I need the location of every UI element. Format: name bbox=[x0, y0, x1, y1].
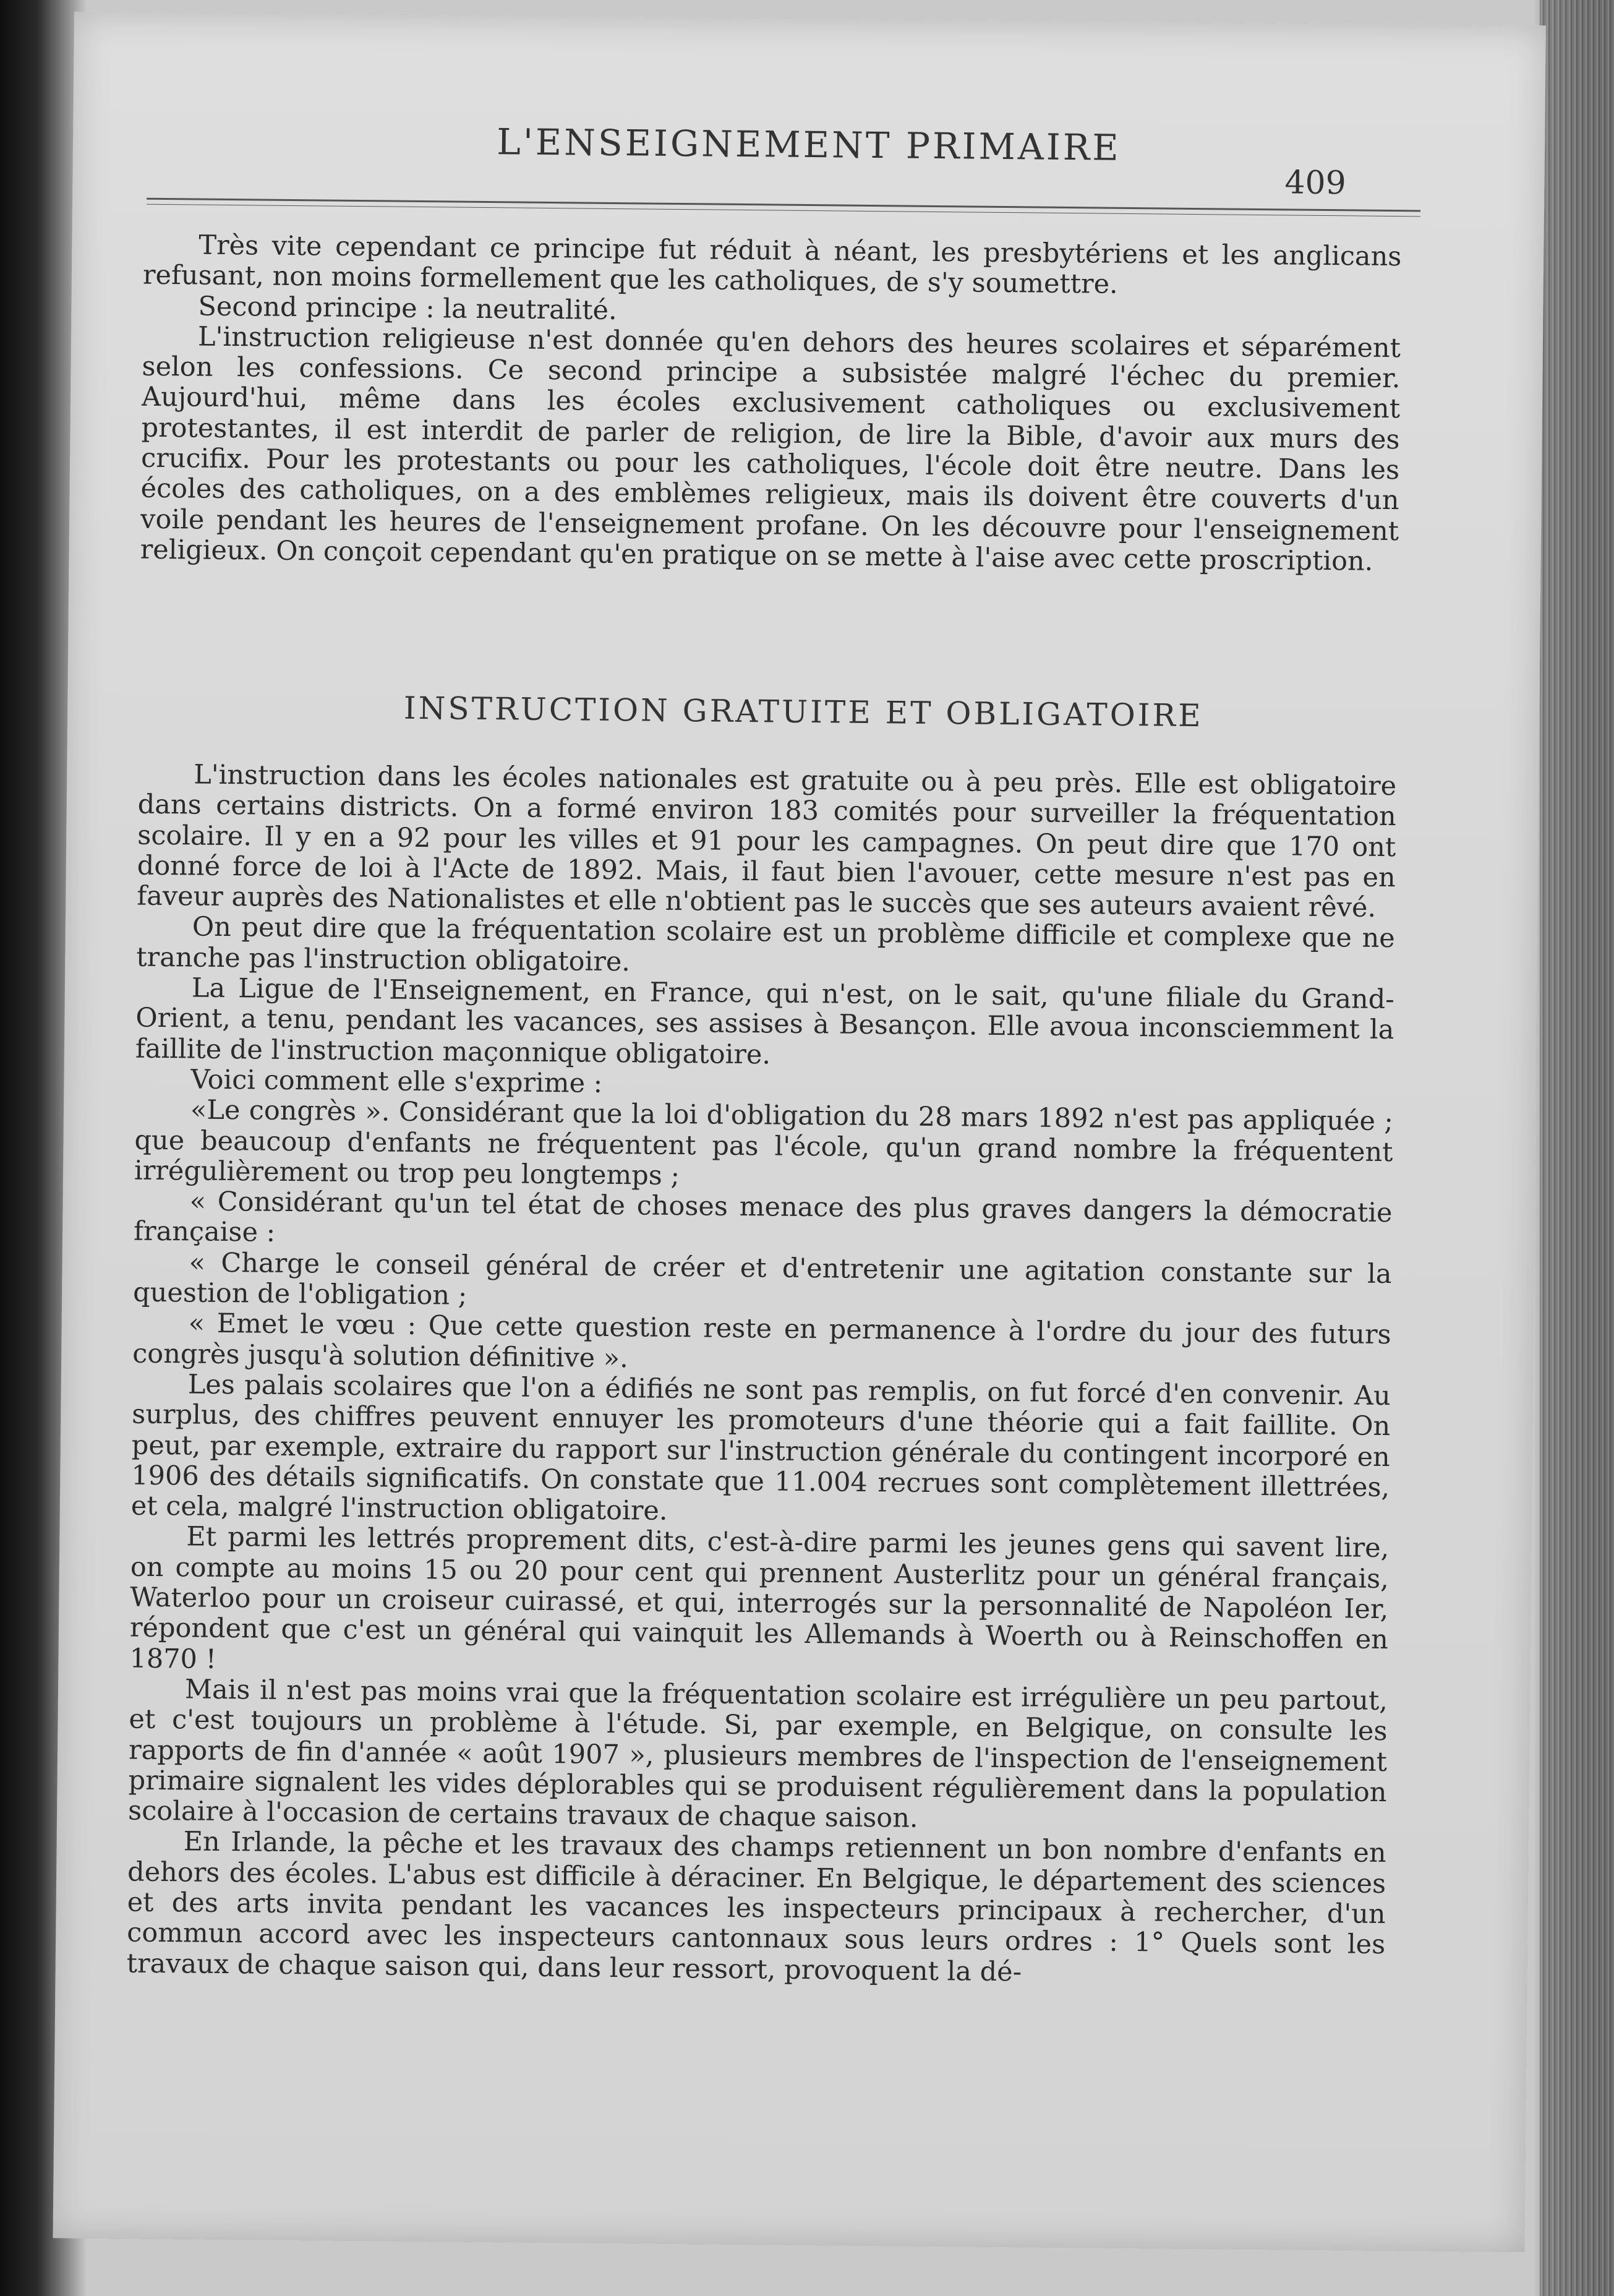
paragraph: L'instruction dans les écoles nationales est gratuite ou à peu près. Elle est obligatoire dans certains districts. On a formé environ 183 comités pour surveiller la fréquentation scolaire. Il y en a 92 pour les villes et 91 pour les campagnes. On peut dire que 170 ont donné force de loi à l'Acte de 1892. Mais, il faut bien l'avouer, cette mesure n'est pas en faveur auprès des Nationalistes et elle n'obtient pas le succès que ses auteurs avaient rêvé. bbox=[137, 759, 1397, 924]
paragraph: « Emet le vœu : Que cette question reste en permanence à l'ordre du jour des futurs congrès jusqu'à solution définitive ». bbox=[132, 1308, 1391, 1374]
paragraph: En Irlande, la pêche et les travaux des champs retiennent un bon nombre d'enfants en dehors des écoles. L'abus est difficile à déraciner. En Belgique, le département des sciences et des arts invita pendant les vacances les inspecteurs principaux à rechercher, d'un commun accord avec les inspecteurs cantonnaux sous leurs ordres : 1° Quels sont les travaux de chaque saison qui, dans leur ressort, provoquent la dé- bbox=[126, 1826, 1386, 1988]
paragraph: La Ligue de l'Enseignement, en France, qui n'est, on le sait, qu'une filiale du Grand-Orient, a tenu, pendant les vacances, ses assises à Besançon. Elle avoua inconsciemment la faillite de l'instruction maçonnique obligatoire. bbox=[135, 972, 1395, 1071]
page-number: 409 bbox=[1284, 164, 1347, 202]
section2-text bbox=[127, 760, 1397, 1991]
paragraph: « Considérant qu'un tel état de choses menace des plus graves dangers la démocratie française : bbox=[133, 1186, 1393, 1249]
book-spine bbox=[1540, 0, 1614, 2296]
paragraph: Et parmi les lettrés proprement dits, c'est-à-dire parmi les jeunes gens qui savent lire, on compte au moins 15 ou 20 pour cent qui prennent Austerlitz pour un général français, Waterloo pour un croiseur cuirassé, et qui, interrogés sur la personnalité de Napoléon Ier, répondent que c'est un général qui vainquit les Allemands à Woerth ou à Reinschoffen en 1870 ! bbox=[129, 1521, 1390, 1675]
paragraph: Mais il n'est pas moins vrai que la fréquentation scolaire est irrégulière un peu partout, et c'est toujours un problème à l'étude. Si, par exemple, en Belgique, on consulte les rapports de fin d'année « août 1907 », plusieurs membres de l'inspection de l'enseignement primaire signalent les vides déplorables qui se produisent régulièrement dans la population scolaire à l'occasion de certains travaux de chaque saison. bbox=[127, 1674, 1388, 1834]
paragraph: L'instruction religieuse n'est donnée qu'en dehors des heures scolaires et séparément selon les confessions. Ce second principe a subsistée malgré l'échec du premier. Aujourd'hui, même dans les écoles exclusivement catholiques ou exclusivement protestantes, il est interdit de parler de religion, de lire la Bible, d'avoir aux murs des crucifix. Pour les protestants ou pour les catholiques, l'école doit être neutre. Dans les écoles des catholiques, on a des emblèmes religieux, mais ils doivent être couverts d'un voile pendant les heures de l'enseignement profane. On les découvre pour l'enseignement religieux. On conçoit cependant qu'en pratique on se mette à l'aise avec cette proscription. bbox=[140, 321, 1401, 577]
paragraph: Les palais scolaires que l'on a édifiés ne sont pas remplis, on fut forcé d'en convenir. Au surplus, des chiffres peuvent ennuyer les promoteurs d'une théorie qui a fait faillite. On peut, par exemple, extraire du rapport sur l'instruction générale du contingent incorporé en 1906 des détails significatifs. On constate que 11.004 recrues sont complètement illettrées, et cela, malgré l'instruction obligatoire. bbox=[130, 1369, 1391, 1527]
running-head: L'ENSEIGNEMENT PRIMAIRE bbox=[497, 121, 1122, 169]
section-title: INSTRUCTION GRATUITE ET OBLIGATOIRE bbox=[403, 690, 1203, 734]
book-page bbox=[53, 12, 1545, 2253]
paragraph: Voici comment elle s'exprime : bbox=[190, 1064, 603, 1099]
paragraph: Très vite cependant ce principe fut réduit à néant, les presbytériens et les anglicans refusant, non moins formellement que les catholiques, de s'y soumettre. bbox=[142, 229, 1402, 301]
paragraph: « Charge le conseil général de créer et d'entretenir une agitation constante sur la question de l'obligation ; bbox=[132, 1247, 1392, 1311]
paragraph: On peut dire que la fréquentation scolaire est un problème difficile et complexe que ne tranche pas l'instruction obligatoire. bbox=[136, 911, 1396, 978]
section1-text bbox=[140, 230, 1401, 578]
paragraph: Second principe : la neutralité. bbox=[198, 291, 617, 326]
header-rule-thin bbox=[147, 204, 1420, 217]
paragraph: «Le congrès ». Considérant que la loi d'obligation du 28 mars 1892 n'est pas appliquée ; que beaucoup d'enfants ne fréquentent pas l'école, qu'un grand nombre la fréquentent irrégulièrement ou trop peu longtemps ; bbox=[134, 1094, 1394, 1191]
